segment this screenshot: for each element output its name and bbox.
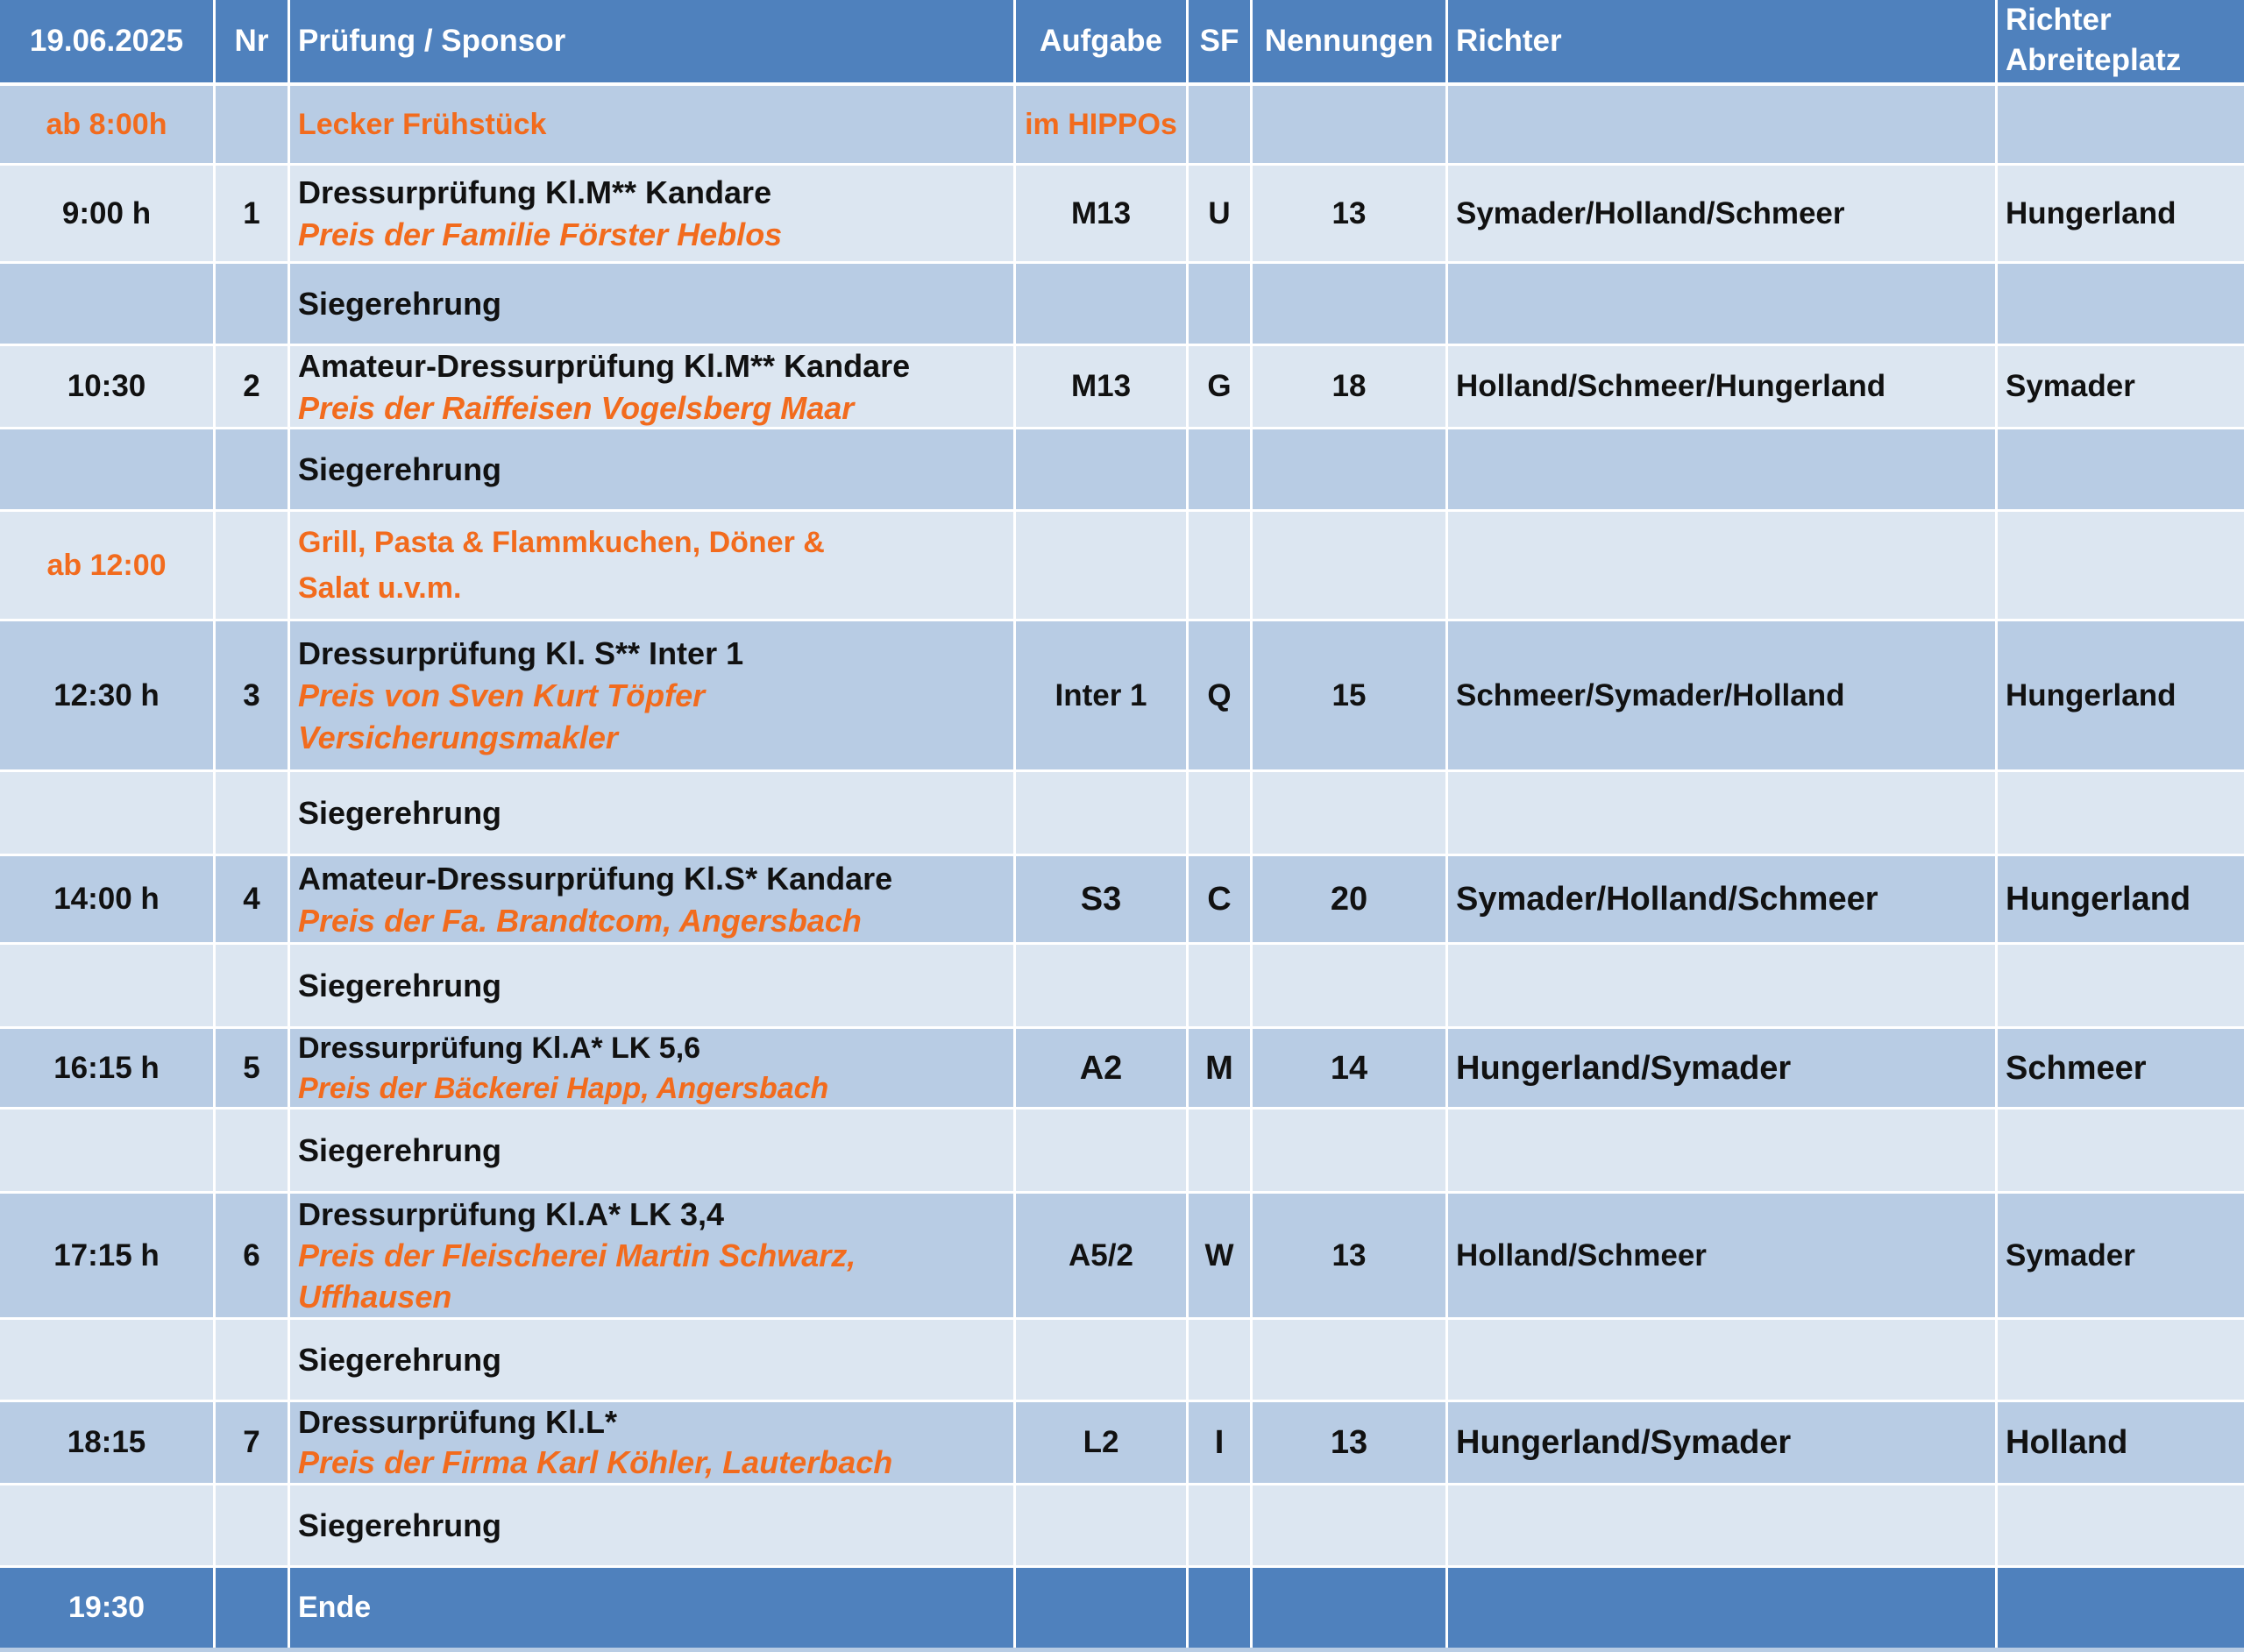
competition-title: Dressurprüfung Kl.A* LK 3,4 <box>298 1196 725 1232</box>
column-divider <box>1186 0 1189 1648</box>
competition-row <box>0 856 2244 942</box>
header-sf: SF <box>1199 24 1239 58</box>
competition-aufgabe: A2 <box>1079 1049 1123 1087</box>
competition-row <box>0 1194 2244 1317</box>
competition-aufgabe: M13 <box>1070 369 1132 403</box>
competition-nr: 6 <box>243 1237 260 1273</box>
competition-sponsor: Preis der Firma Karl Köhler, Lauterbach <box>298 1444 893 1480</box>
siegerehrung-row <box>0 772 2244 854</box>
competition-title: Dressurprüfung Kl.L* <box>298 1404 618 1440</box>
column-divider <box>1250 0 1253 1648</box>
catering-row-mittag <box>0 512 2244 619</box>
catering-time: ab 8:00h <box>46 108 167 141</box>
competition-title: Dressurprüfung Kl.A* LK 5,6 <box>298 1031 701 1065</box>
competition-title: Dressurprüfung Kl. S** Inter 1 <box>298 635 744 671</box>
catering-text: Lecker Frühstück <box>298 108 547 141</box>
catering-time: ab 12:00 <box>46 549 167 582</box>
competition-sponsor: Preis der Raiffeisen Vogelsberg Maar <box>298 389 855 426</box>
siegerehrung-row <box>0 1320 2244 1400</box>
competition-sf: Q <box>1207 677 1232 713</box>
competition-title: Amateur-Dressurprüfung Kl.S* Kandare <box>298 860 893 897</box>
competition-richter: Symader/Holland/Schmeer <box>1456 881 1878 918</box>
competition-sponsor: Preis der Fa. Brandtcom, Angersbach <box>298 902 862 939</box>
competition-abreiteplatz: Schmeer <box>2006 1049 2147 1087</box>
competition-nennungen: 14 <box>1330 1049 1368 1087</box>
header-row <box>0 0 2244 82</box>
siegerehrung-label: Siegerehrung <box>298 968 502 1003</box>
competition-richter: Holland/Schmeer <box>1456 1237 1707 1273</box>
competition-row <box>0 166 2244 261</box>
competition-row <box>0 346 2244 427</box>
siegerehrung-row <box>0 264 2244 344</box>
competition-nennungen: 13 <box>1330 1424 1368 1461</box>
competition-row <box>0 1402 2244 1483</box>
end-label: Ende <box>298 1591 372 1624</box>
competition-abreiteplatz: Hungerland <box>2006 881 2191 918</box>
competition-sf: W <box>1204 1237 1234 1273</box>
competition-sf: I <box>1214 1424 1225 1461</box>
competition-sponsor-line2: Versicherungsmakler <box>298 720 618 755</box>
competition-aufgabe: Inter 1 <box>1055 677 1147 713</box>
competition-sf: U <box>1208 195 1231 230</box>
competition-aufgabe: S3 <box>1080 881 1122 918</box>
competition-nr: 1 <box>243 195 260 230</box>
competition-row <box>0 1029 2244 1107</box>
competition-time: 10:30 <box>67 369 146 403</box>
competition-nr: 4 <box>243 882 260 916</box>
header-divider <box>0 82 2244 86</box>
end-time: 19:30 <box>68 1591 145 1624</box>
competition-sf: C <box>1207 881 1232 918</box>
competition-nennungen: 15 <box>1331 677 1367 713</box>
competition-time: 16:15 h <box>53 1050 160 1085</box>
catering-place: im HIPPOs <box>1025 108 1177 141</box>
header-nennungen: Nennungen <box>1264 24 1434 58</box>
header-richter-abreiteplatz <box>1998 0 2244 82</box>
column-divider <box>1013 0 1016 1648</box>
competition-sponsor: Preis der Fleischerei Martin Schwarz, <box>298 1237 856 1273</box>
competition-nennungen: 18 <box>1331 369 1367 403</box>
column-divider <box>213 0 216 1648</box>
siegerehrung-row <box>0 429 2244 509</box>
bottom-divider <box>0 1648 2244 1652</box>
competition-sponsor-line2: Uffhausen <box>298 1279 452 1315</box>
competition-richter: Symader/Holland/Schmeer <box>1456 195 1845 230</box>
catering-row-fruehstueck <box>0 86 2244 163</box>
siegerehrung-row <box>0 1110 2244 1191</box>
competition-richter: Hungerland/Symader <box>1456 1049 1792 1087</box>
competition-nr: 7 <box>243 1425 260 1459</box>
column-divider <box>288 0 290 1648</box>
catering-text-line2: Salat u.v.m. <box>298 571 462 605</box>
header-date: 19.06.2025 <box>29 24 184 58</box>
header-aufgabe: Aufgabe <box>1040 24 1162 58</box>
competition-time: 17:15 h <box>53 1237 160 1273</box>
column-divider <box>1445 0 1448 1648</box>
competition-time: 12:30 h <box>53 677 160 713</box>
competition-sponsor: Preis der Bäckerei Happ, Angersbach <box>298 1071 829 1105</box>
siegerehrung-row <box>0 945 2244 1026</box>
catering-text-line1: Grill, Pasta & Flammkuchen, Döner & <box>298 526 825 559</box>
competition-aufgabe: M13 <box>1070 195 1132 230</box>
competition-sponsor: Preis von Sven Kurt Töpfer <box>298 677 706 713</box>
header-nr: Nr <box>234 24 269 58</box>
siegerehrung-label: Siegerehrung <box>298 1132 502 1168</box>
competition-nr: 5 <box>243 1050 260 1085</box>
competition-sf: G <box>1207 369 1232 403</box>
competition-abreiteplatz: Holland <box>2006 1424 2128 1461</box>
end-row <box>0 1568 2244 1648</box>
siegerehrung-label: Siegerehrung <box>298 451 502 487</box>
siegerehrung-label: Siegerehrung <box>298 1342 502 1378</box>
column-divider <box>1995 0 1998 1648</box>
competition-nr: 2 <box>243 369 260 403</box>
siegerehrung-label: Siegerehrung <box>298 1507 502 1543</box>
header-pruefung: Prüfung / Sponsor <box>298 24 566 58</box>
competition-title: Dressurprüfung Kl.M** Kandare <box>298 174 772 210</box>
competition-richter: Holland/Schmeer/Hungerland <box>1456 369 1886 403</box>
competition-row <box>0 621 2244 769</box>
competition-richter: Hungerland/Symader <box>1456 1424 1792 1461</box>
header-richter-abreiteplatz-line2: Abreiteplatz <box>2006 43 2182 77</box>
competition-abreiteplatz: Symader <box>2006 369 2135 403</box>
competition-abreiteplatz: Hungerland <box>2006 195 2177 230</box>
competition-nennungen: 13 <box>1331 195 1367 230</box>
competition-abreiteplatz: Symader <box>2006 1237 2135 1273</box>
competition-nennungen: 20 <box>1330 881 1368 918</box>
competition-nr: 3 <box>243 677 260 713</box>
competition-time: 14:00 h <box>53 882 160 916</box>
competition-time: 18:15 <box>67 1425 146 1459</box>
header-richter-abreiteplatz-line1: Richter <box>2006 3 2112 37</box>
competition-title: Amateur-Dressurprüfung Kl.M** Kandare <box>298 347 911 384</box>
competition-aufgabe: A5/2 <box>1069 1237 1133 1273</box>
competition-abreiteplatz: Hungerland <box>2006 677 2177 713</box>
competition-aufgabe: L2 <box>1083 1425 1119 1459</box>
competition-sf: M <box>1205 1049 1233 1087</box>
siegerehrung-row <box>0 1485 2244 1565</box>
competition-richter: Schmeer/Symader/Holland <box>1456 677 1845 713</box>
competition-nennungen: 13 <box>1331 1237 1367 1273</box>
competition-sponsor: Preis der Familie Förster Heblos <box>298 216 783 252</box>
competition-time: 9:00 h <box>61 195 152 230</box>
siegerehrung-label: Siegerehrung <box>298 286 502 322</box>
header-richter: Richter <box>1456 24 1562 58</box>
siegerehrung-label: Siegerehrung <box>298 795 502 831</box>
